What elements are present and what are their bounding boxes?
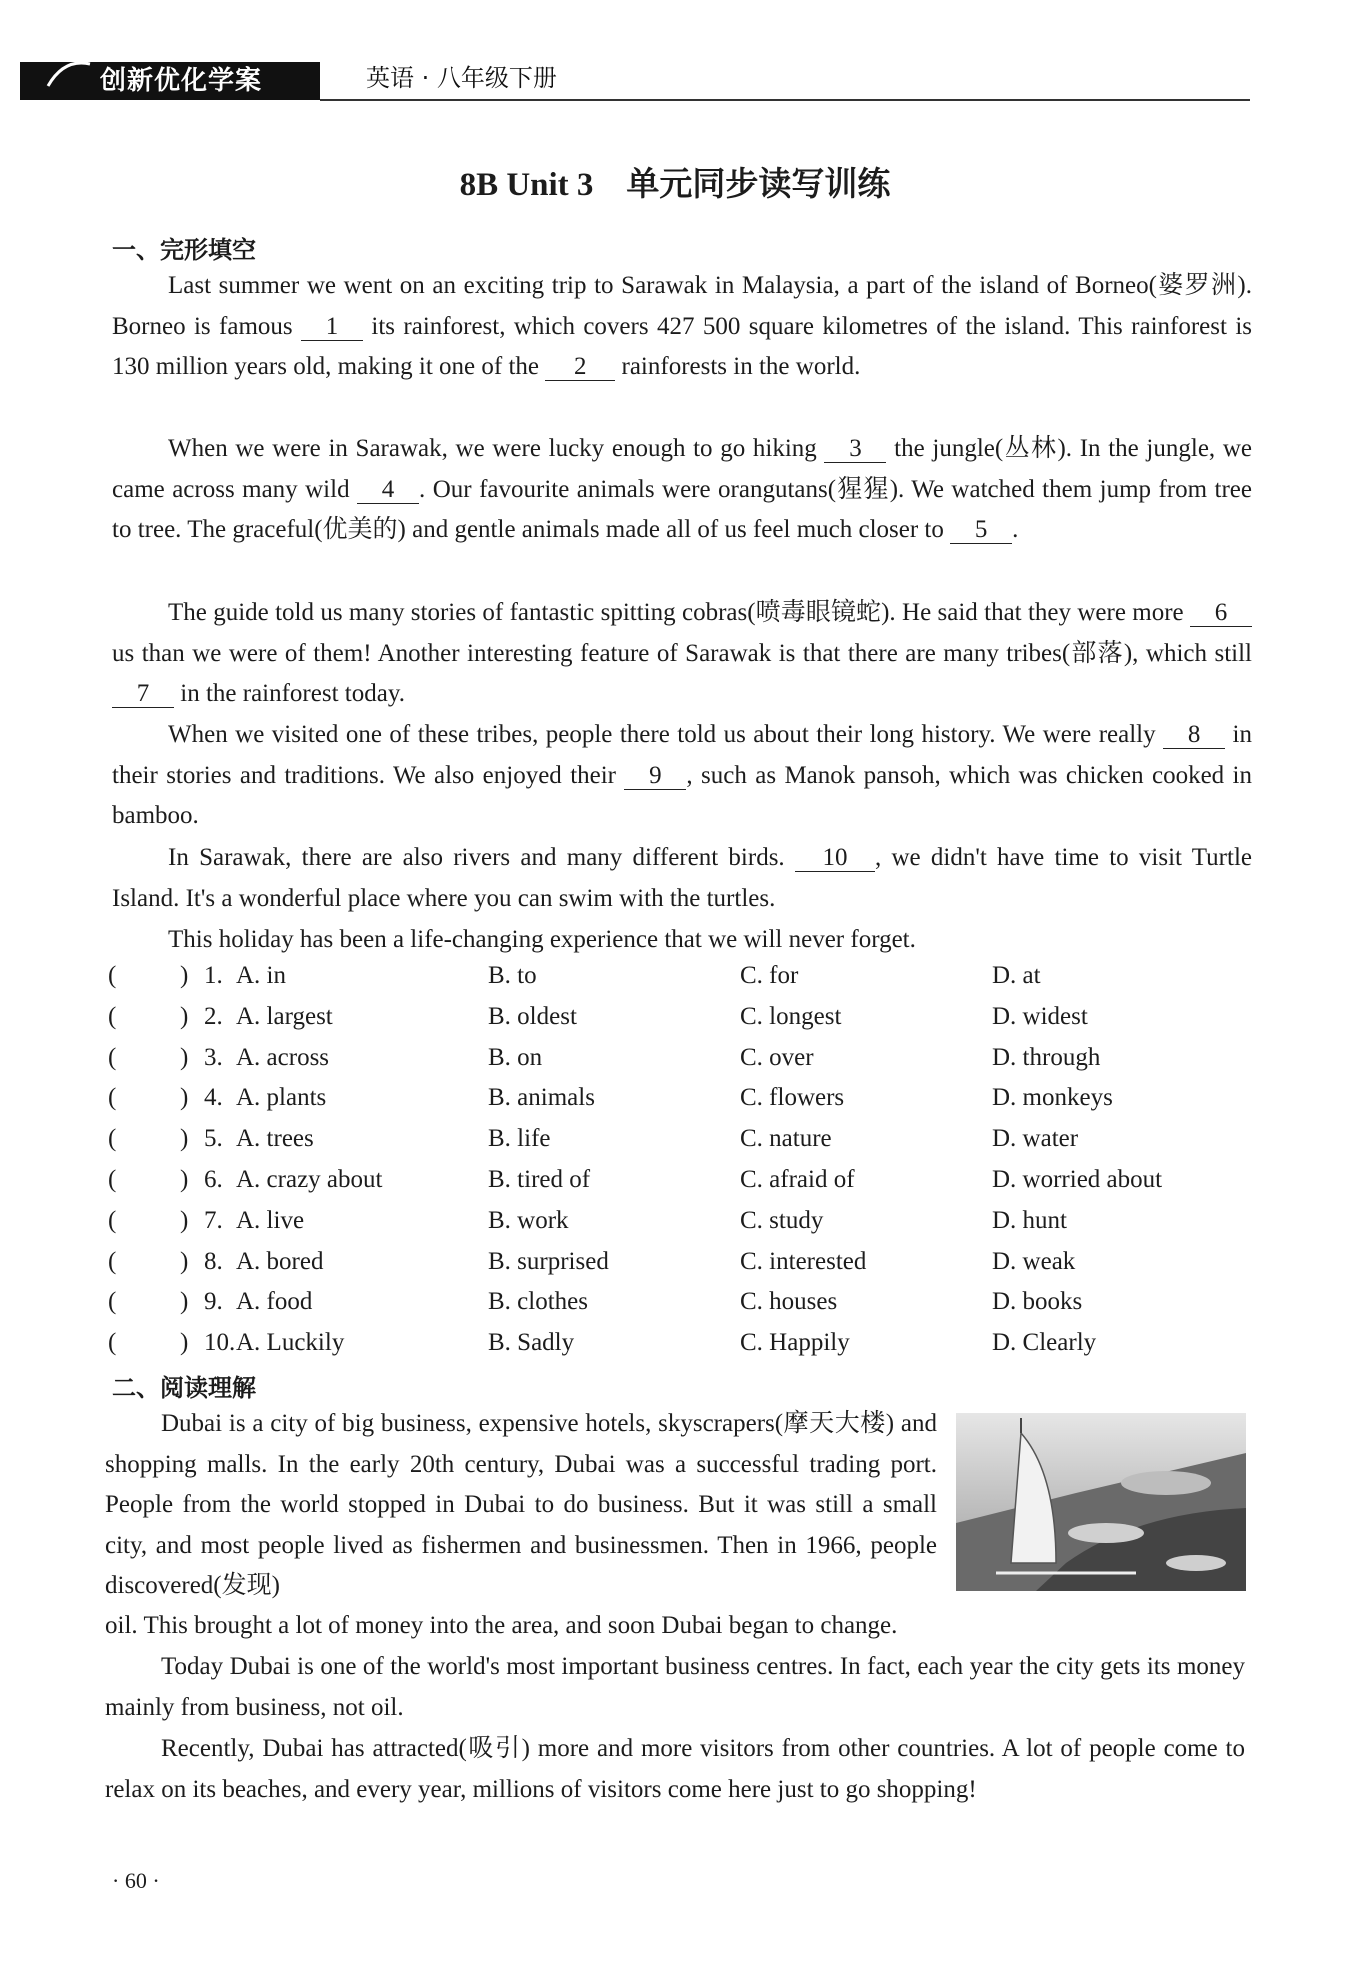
cloze-paragraph-2: When we were in Sarawak, we were lucky enough to go hiking 3 the jungle(丛林). In the jungle, we came across many wild 4 . Our favourite animals were orangutans(猩猩). We watched them jump from tree to tree. The graceful(优美的) and gentle animals made all of us feel much closer to 5 . [112,435,1252,544]
option-c[interactable]: C. interested [740,1247,867,1275]
option-c[interactable]: C. flowers [740,1084,845,1112]
page-number: · 60 · [112,1868,160,1893]
question-number: 3. [204,1043,223,1071]
page-title: 8B Unit 3 单元同步读写训练 [459,167,891,203]
option-a[interactable]: A. crazy about [236,1165,383,1193]
answer-bracket-open[interactable]: ( [108,1125,117,1153]
question-number: 1. [204,962,223,989]
question-row [108,1248,1288,1289]
option-b[interactable]: B. clothes [488,1288,588,1316]
option-d[interactable]: D. weak [992,1247,1076,1275]
option-a[interactable]: A. food [236,1288,313,1316]
answer-bracket-open[interactable]: ( [108,1043,117,1071]
option-d[interactable]: D. Clearly [992,1329,1097,1357]
answer-bracket-open[interactable]: ( [108,1165,117,1193]
answer-bracket-open[interactable]: ( [108,1002,117,1030]
option-a[interactable]: A. bored [236,1247,324,1275]
blank-7[interactable]: 7 [112,681,174,708]
dubai-aerial-photo [956,1413,1246,1591]
option-d[interactable]: D. monkeys [992,1084,1113,1112]
question-number: 5. [204,1125,223,1153]
reading-paragraph-1: Dubai is a city of big business, expensive hotels, skyscrapers(摩天大楼) and shopping malls. In the early 20th century, Dubai was a successful trading port. People from the world stopped in Dubai to do business. But it was still a small city, and most people lived as fishermen and businessmen. Then in 1966, people discovered(发现) [105,1410,937,1600]
question-row [108,1166,1288,1207]
option-a[interactable]: A. Luckily [236,1329,345,1357]
option-b[interactable]: B. oldest [488,1002,577,1030]
answer-bracket-close: ) [180,1206,189,1234]
blank-1[interactable]: 1 [301,314,363,341]
answer-bracket-open[interactable]: ( [108,1329,117,1357]
brand-swoosh-icon [44,56,94,94]
answer-bracket-open[interactable]: ( [108,1206,117,1234]
option-a[interactable]: A. across [236,1043,330,1071]
option-c[interactable]: C. over [740,1043,814,1071]
option-c[interactable]: C. houses [740,1288,838,1316]
option-c[interactable]: C. study [740,1206,824,1234]
blank-10[interactable]: 10 [795,845,875,872]
option-a[interactable]: A. in [236,962,286,989]
option-b[interactable]: B. tired of [488,1165,591,1193]
option-a[interactable]: A. plants [236,1084,327,1112]
answer-bracket-open[interactable]: ( [108,962,117,989]
answer-bracket-close: ) [180,1329,189,1357]
question-number: 9. [204,1288,223,1316]
question-number: 8. [204,1247,223,1275]
brand-text: 创新优化学案 [100,66,263,96]
reading-paragraph-1-end: oil. This brought a lot of money into the area, and soon Dubai began to change. [105,1612,898,1639]
answer-bracket-close: ) [180,1165,189,1193]
answer-bracket-close: ) [180,962,189,989]
blank-2[interactable]: 2 [545,354,615,381]
option-d[interactable]: D. water [992,1125,1079,1153]
question-number: 4. [204,1084,223,1112]
option-c[interactable]: C. longest [740,1002,842,1030]
option-d[interactable]: D. at [992,962,1041,989]
option-c[interactable]: C. afraid of [740,1165,855,1193]
option-d[interactable]: D. hunt [992,1206,1067,1234]
section-reading-heading: 二、阅读理解 [112,1374,256,1402]
option-a[interactable]: A. trees [236,1125,314,1153]
option-b[interactable]: B. animals [488,1084,595,1112]
option-b[interactable]: B. work [488,1206,569,1234]
option-a[interactable]: A. live [236,1206,305,1234]
header-divider [320,99,1250,101]
option-c[interactable]: C. nature [740,1125,832,1153]
answer-bracket-close: ) [180,1002,189,1030]
answer-bracket-close: ) [180,1084,189,1112]
question-number: 6. [204,1165,223,1193]
blank-8[interactable]: 8 [1163,722,1225,749]
blank-3[interactable]: 3 [824,436,886,463]
answer-bracket-open[interactable]: ( [108,1084,117,1112]
cloze-paragraph-6: This holiday has been a life-changing experience that we will never forget. [168,926,916,953]
question-row [108,1288,1288,1329]
option-d[interactable]: D. through [992,1043,1101,1071]
question-row [108,962,1288,1003]
option-b[interactable]: B. to [488,962,537,989]
option-c[interactable]: C. Happily [740,1329,850,1357]
answer-bracket-open[interactable]: ( [108,1247,117,1275]
cloze-paragraph-1: Last summer we went on an exciting trip to Sarawak in Malaysia, a part of the island of Borneo(婆罗洲). Borneo is famous 1 its rainforest, which covers 427 500 square kilometres of the island. This rainforest is 130 million years old, making it one of the 2 rainforests in the world. [112,272,1252,381]
book-title: 英语 · 八年级下册 [366,64,557,92]
option-b[interactable]: B. life [488,1125,551,1153]
answer-bracket-close: ) [180,1125,189,1153]
question-row [108,1329,1288,1370]
question-row [108,1207,1288,1248]
answer-bracket-close: ) [180,1288,189,1316]
options-list [108,962,1288,1370]
cloze-paragraph-5: In Sarawak, there are also rivers and many different birds. 10 , we didn't have time to visit Turtle Island. It's a wonderful place where you can swim with the turtles. [112,844,1252,912]
option-b[interactable]: B. Sadly [488,1329,575,1357]
answer-bracket-close: ) [180,1247,189,1275]
option-c[interactable]: C. for [740,962,799,989]
page-header [20,56,1250,102]
answer-bracket-close: ) [180,1043,189,1071]
blank-6[interactable]: 6 [1190,600,1252,627]
question-number: 7. [204,1206,223,1234]
cloze-paragraph-4: When we visited one of these tribes, people there told us about their long history. We were really 8 in their stories and traditions. We also enjoyed their 9 , such as Manok pansoh, which was chicken cooked in bamboo. [112,721,1253,830]
option-d[interactable]: D. widest [992,1002,1088,1030]
option-b[interactable]: B. surprised [488,1247,609,1275]
option-d[interactable]: D. books [992,1288,1083,1316]
option-b[interactable]: B. on [488,1043,543,1071]
section-cloze-heading: 一、完形填空 [112,236,256,264]
question-row [108,1044,1288,1085]
answer-bracket-open[interactable]: ( [108,1288,117,1316]
question-row [108,1084,1288,1125]
reading-paragraph-3: Recently, Dubai has attracted(吸引) more and more visitors from other countries. A lot of people come to relax on its beaches, and every year, millions of visitors come here just to go shopping! [105,1735,1245,1803]
question-number: 2. [204,1002,223,1030]
option-d[interactable]: D. worried about [992,1165,1163,1193]
question-row [108,1125,1288,1166]
blank-4[interactable]: 4 [357,477,419,504]
blank-9[interactable]: 9 [624,763,686,790]
blank-5[interactable]: 5 [950,517,1012,544]
reading-paragraph-2: Today Dubai is one of the world's most important business centres. In fact, each year the city gets its money mainly from business, not oil. [105,1653,1245,1721]
option-a[interactable]: A. largest [236,1002,333,1030]
cloze-paragraph-3: The guide told us many stories of fantastic spitting cobras(喷毒眼镜蛇). He said that they were more 6 us than we were of them! Another interesting feature of Sarawak is that there are many tribes(部落), which still 7 in the rainforest today. [112,599,1252,708]
question-number: 10. [204,1329,236,1357]
question-row [108,1003,1288,1044]
